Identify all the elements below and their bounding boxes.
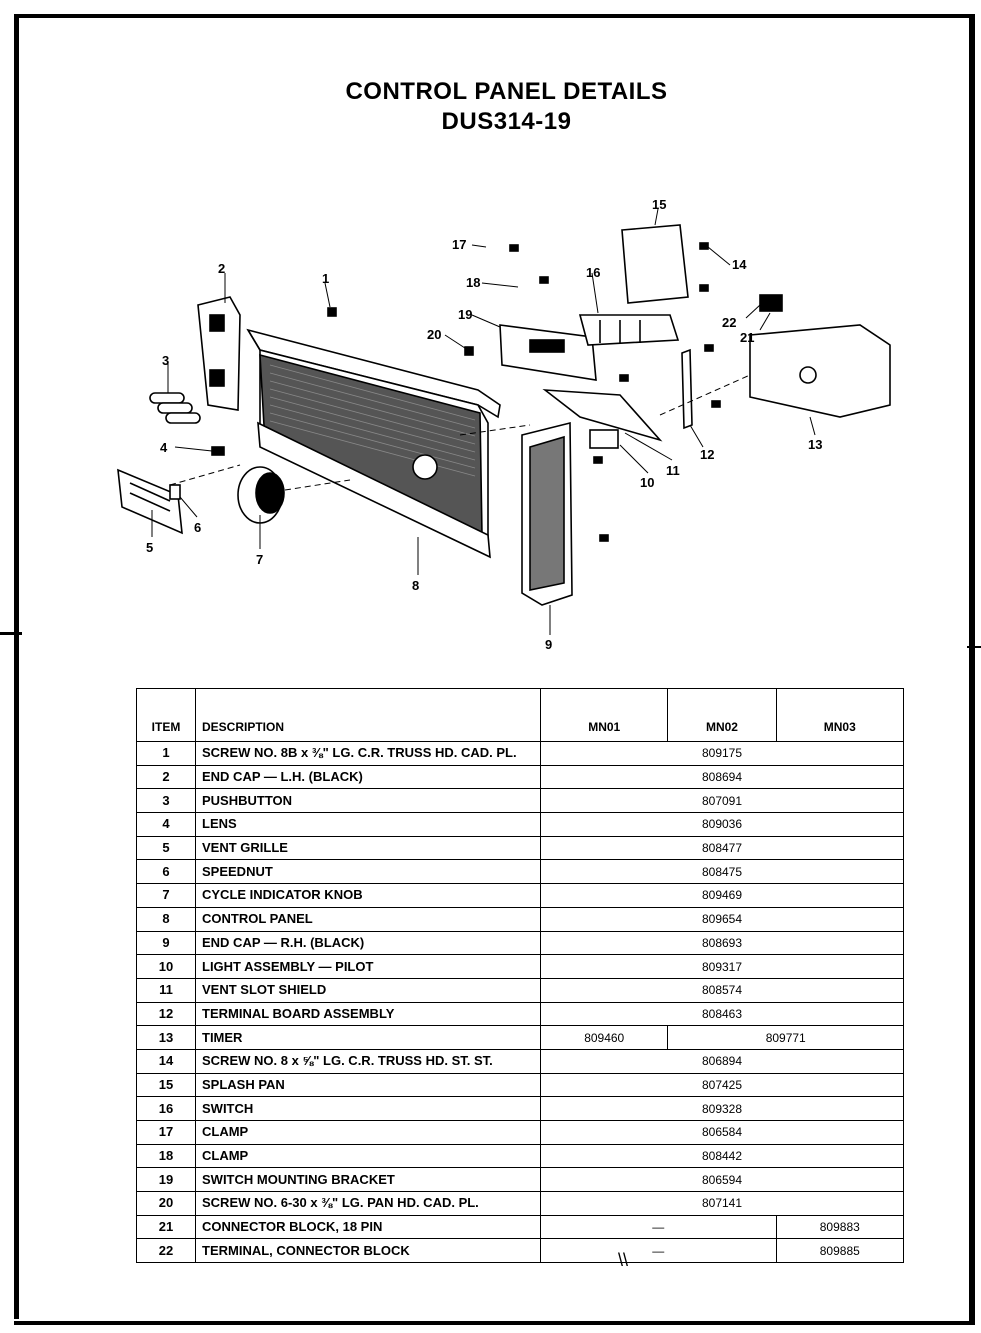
description-cell: VENT GRILLE <box>196 836 541 860</box>
callout-13: 13 <box>808 437 823 452</box>
table-row <box>137 765 904 789</box>
callout-21: 21 <box>740 330 755 345</box>
description-cell: SPLASH PAN <box>196 1073 541 1097</box>
page-border-right <box>969 14 975 1325</box>
part-number-cell: 806894 <box>541 1049 904 1073</box>
description-cell: CONNECTOR BLOCK, 18 PIN <box>196 1215 541 1239</box>
page-border-left <box>14 14 19 1319</box>
description-cell: CLAMP <box>196 1121 541 1145</box>
scan-mark <box>0 632 22 635</box>
table-row <box>137 955 904 979</box>
part-number-mn01-mn02-cell: — <box>541 1215 777 1239</box>
part-number-cell: 809469 <box>541 884 904 908</box>
table-row <box>137 1121 904 1145</box>
callout-5: 5 <box>146 540 154 555</box>
parts-table-body <box>137 742 904 1263</box>
callout-7: 7 <box>256 552 264 567</box>
callout-16: 16 <box>586 265 601 280</box>
item-number-cell: 4 <box>137 813 196 837</box>
callout-8: 8 <box>412 578 420 593</box>
part-number-cell: 808477 <box>541 836 904 860</box>
table-row <box>137 1049 904 1073</box>
item-number-cell: 21 <box>137 1215 196 1239</box>
part-number-cell: 807425 <box>541 1073 904 1097</box>
description-cell: SWITCH <box>196 1097 541 1121</box>
part-number-cell: 809175 <box>541 742 904 766</box>
item-number-cell: 22 <box>137 1239 196 1263</box>
callout-22: 22 <box>722 315 737 330</box>
description-cell: CYCLE INDICATOR KNOB <box>196 884 541 908</box>
item-number-cell: 19 <box>137 1168 196 1192</box>
table-row <box>137 884 904 908</box>
description-cell: SCREW NO. 8 x ⅝" LG. C.R. TRUSS HD. ST. ST. <box>196 1049 541 1073</box>
description-cell: TERMINAL, CONNECTOR BLOCK <box>196 1239 541 1263</box>
table-row <box>137 1002 904 1026</box>
callout-9: 9 <box>545 637 553 652</box>
item-number-cell: 8 <box>137 907 196 931</box>
description-cell: LIGHT ASSEMBLY — PILOT <box>196 955 541 979</box>
callout-2: 2 <box>218 261 226 276</box>
part-number-cell: 806584 <box>541 1121 904 1145</box>
description-cell: TERMINAL BOARD ASSEMBLY <box>196 1002 541 1026</box>
item-number-cell: 12 <box>137 1002 196 1026</box>
part-number-cell: 809317 <box>541 955 904 979</box>
description-cell: SWITCH MOUNTING BRACKET <box>196 1168 541 1192</box>
header-item: ITEM <box>137 689 196 742</box>
description-cell: SCREW NO. 6-30 x ⅜" LG. PAN HD. CAD. PL. <box>196 1192 541 1216</box>
table-row <box>137 1192 904 1216</box>
page-border-bottom <box>14 1321 975 1325</box>
item-number-cell: 10 <box>137 955 196 979</box>
part-number-mn03-cell: 809885 <box>776 1239 903 1263</box>
table-row <box>137 907 904 931</box>
table-row <box>137 789 904 813</box>
description-cell: CLAMP <box>196 1144 541 1168</box>
description-cell: VENT SLOT SHIELD <box>196 978 541 1002</box>
item-number-cell: 3 <box>137 789 196 813</box>
part-number-mn03-cell: 809883 <box>776 1215 903 1239</box>
part-number-cell: 808574 <box>541 978 904 1002</box>
item-number-cell: 7 <box>137 884 196 908</box>
item-number-cell: 1 <box>137 742 196 766</box>
item-number-cell: 17 <box>137 1121 196 1145</box>
item-number-cell: 6 <box>137 860 196 884</box>
part-number-cell: 808442 <box>541 1144 904 1168</box>
header-mn03: MN03 <box>776 689 903 742</box>
description-cell: CONTROL PANEL <box>196 907 541 931</box>
description-cell: LENS <box>196 813 541 837</box>
table-row <box>137 1097 904 1121</box>
callout-10: 10 <box>640 475 655 490</box>
callout-15: 15 <box>652 197 667 212</box>
table-row <box>137 836 904 860</box>
table-row <box>137 1239 904 1263</box>
table-row <box>137 742 904 766</box>
item-number-cell: 15 <box>137 1073 196 1097</box>
header-mn01: MN01 <box>541 689 668 742</box>
table-header-row <box>137 689 904 742</box>
callout-11: 11 <box>666 463 680 478</box>
part-number-mn01-mn02-cell: — <box>541 1239 777 1263</box>
table-row <box>137 931 904 955</box>
description-cell: SPEEDNUT <box>196 860 541 884</box>
table-row <box>137 860 904 884</box>
description-cell: SCREW NO. 8B x ⅜" LG. C.R. TRUSS HD. CAD. PL. <box>196 742 541 766</box>
table-row <box>137 813 904 837</box>
part-number-mn01-cell: 809460 <box>541 1026 668 1050</box>
part-number-cell: 806594 <box>541 1168 904 1192</box>
item-number-cell: 14 <box>137 1049 196 1073</box>
header-mn02: MN02 <box>668 689 776 742</box>
item-number-cell: 16 <box>137 1097 196 1121</box>
description-cell: END CAP — L.H. (BLACK) <box>196 765 541 789</box>
callout-12: 12 <box>700 447 715 462</box>
callout-layer <box>100 185 920 655</box>
page-border-top <box>14 14 975 18</box>
header-description: DESCRIPTION <box>196 689 541 742</box>
callout-6: 6 <box>194 520 202 535</box>
part-number-cell: 807091 <box>541 789 904 813</box>
part-number-cell: 809328 <box>541 1097 904 1121</box>
item-number-cell: 13 <box>137 1026 196 1050</box>
description-cell: TIMER <box>196 1026 541 1050</box>
item-number-cell: 9 <box>137 931 196 955</box>
part-number-cell: 807141 <box>541 1192 904 1216</box>
table-row <box>137 1073 904 1097</box>
item-number-cell: 2 <box>137 765 196 789</box>
part-number-mn02-mn03-cell: 809771 <box>668 1026 904 1050</box>
item-number-cell: 11 <box>137 978 196 1002</box>
scan-mark <box>967 646 981 648</box>
table-row <box>137 1026 904 1050</box>
callout-18: 18 <box>466 275 481 290</box>
part-number-cell: 808463 <box>541 1002 904 1026</box>
callout-17: 17 <box>452 237 467 252</box>
part-number-cell: 808475 <box>541 860 904 884</box>
table-row <box>137 978 904 1002</box>
margin-mark: \\ <box>618 1250 629 1270</box>
item-number-cell: 20 <box>137 1192 196 1216</box>
item-number-cell: 5 <box>137 836 196 860</box>
page-title: CONTROL PANEL DETAILS <box>345 78 668 105</box>
table-row <box>137 1168 904 1192</box>
part-number-cell: 809654 <box>541 907 904 931</box>
callout-1: 1 <box>322 271 330 286</box>
callout-20: 20 <box>427 327 442 342</box>
table-row <box>137 1215 904 1239</box>
callout-14: 14 <box>732 257 747 272</box>
model-number: DUS314-19 <box>441 108 572 135</box>
item-number-cell: 18 <box>137 1144 196 1168</box>
callout-4: 4 <box>160 440 168 455</box>
table-row <box>137 1144 904 1168</box>
callout-19: 19 <box>458 307 473 322</box>
parts-table <box>136 688 904 1263</box>
description-cell: PUSHBUTTON <box>196 789 541 813</box>
part-number-cell: 809036 <box>541 813 904 837</box>
part-number-cell: 808694 <box>541 765 904 789</box>
description-cell: END CAP — R.H. (BLACK) <box>196 931 541 955</box>
part-number-cell: 808693 <box>541 931 904 955</box>
callout-3: 3 <box>162 353 170 368</box>
